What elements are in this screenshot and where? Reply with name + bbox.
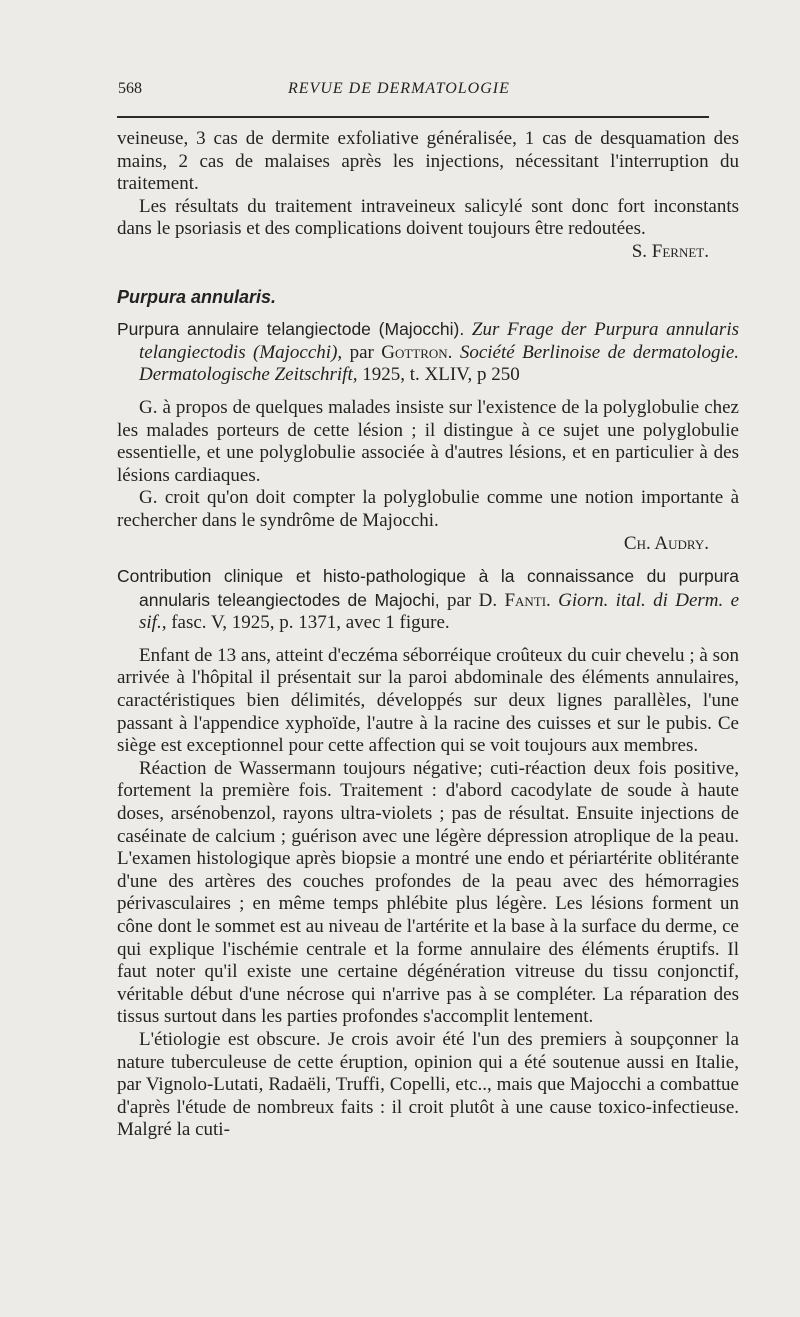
article2-ref-tail: fasc. V, 1925, p. 1371, avec 1 figure. [171,612,450,634]
article1-ref-tail: 1925, t. XLIV, p 250 [362,364,520,386]
article1-title: Purpura annulaire telangiectode (Majocchi). [117,319,465,340]
article1-ref-author: Gottron. [381,341,453,363]
spacer [117,555,739,565]
prev-paragraph-2: Les résultats du traitement intraveineux salicylé sont donc fort inconstants dans le psoriasis et des complications doivent toujours être redoutées. [117,195,739,240]
article2-ref-italic: Giorn. ital. di Derm. e sif., [139,589,740,634]
article1-paragraph-1: G. à propos de quelques malades insiste sur l'existence de la polyglobulie chez les malades porteurs de cette lésion ; il distingue à ce sujet une polyglobulie essentielle, et une polyglobulie associée à d'autres lésions, et en particulier à des lésions cardiaques. [117,396,739,486]
article2-ref-author: Fanti. [504,589,551,611]
spacer [117,387,739,397]
page-number: 568 [118,80,142,97]
article1-ref-italic-2: Société Berlinoise de dermatologie. Dermatologische Zeitschrift, [139,341,740,386]
running-title: REVUE DE DERMATOLOGIE [288,80,510,97]
article2-title: Contribution clinique et histo-pathologique à la connaissance du purpura annularis teleangiectodes de Majochi, [117,566,739,610]
article1-paragraph-2: G. croit qu'on doit compter la polyglobulie comme une notion importante à rechercher dans le syndrôme de Majocchi. [117,487,739,531]
page-header [118,80,708,108]
article1-reference [117,318,739,387]
article2-paragraph-2: Réaction de Wassermann toujours négative; cuti-réaction deux fois positive, fortement la première fois. Traitement : d'abord cacodylate de soude à haute doses, arsénobenzol, rayons ultra-violets ; pas de résultat. Ensuite injections de caséinate de calcium ; guérison avec une légère dépression atroplique de la peau. L'examen histologique après biopsie a montré une endo et périartérite oblitérante d'une des artères des couches profondes de la peau avec des hémorragies périvasculaires ; en même temps phlébite plus légère. Les lésions forment un cône dont le sommet est au niveau de l'artérite et la base à la surface du derme, ce qui explique l'ischémie centrale et la forme annulaire des éléments éruptifs. Il faut noter qu'il existe une certaine dégénération vitreuse du tissu conjonctif, véritable début d'une nécrose qui n'arrive pas à se compléter. La réparation des tissus surtout dans les parties profondes s'accomplit lentement. [117,757,739,1028]
spacer [117,635,739,645]
prev-paragraph-1: veineuse, 3 cas de dermite exfoliative généralisée, 1 cas de desquamation des mains, 2 cas de malaises après les injections, nécessitant l'interruption du traitement. [117,128,739,195]
article2-reference [117,565,739,635]
section-title: Purpura annularis. [117,286,277,307]
article1-ref-by: par [349,341,374,363]
article2-ref-by: par D. [446,589,498,611]
article2-paragraph-3: L'étiologie est obscure. Je crois avoir été l'un des premiers à soupçonner la nature tuberculeuse de cette éruption, opinion qui a été soutenue aussi en Italie, par Vignolo-Lutati, Radaëli, Truffi, Copelli, etc.., mais que Majocchi a combattue d'après l'étude de nombreux faits : il croit plutôt à une cause toxico-infectieuse. Malgré la cuti- [117,1028,739,1141]
article1-signature: Ch. Audry. [623,532,709,554]
prev-signature: S. Fernet. [631,240,709,262]
article2-paragraph-1: Enfant de 13 ans, atteint d'eczéma séborréique croûteux du cuir chevelu ; à son arrivée à l'hôpital il présentait sur la paroi abdominale des éléments annulaires, caractéristiques bien délimités, développés sur deux lignes parallèles, l'une passant à l'appendice xyphoïde, l'autre à la racine des cuisses et sur le pubis. Ce siège est exceptionnel pour cette affection qui se voit toujours aux membres. [117,644,739,757]
header-rule [117,116,709,118]
page-body [117,128,739,1142]
article1-ref-italic-1: Zur Frage der Purpura annularis telangiectodis (Majocchi), [139,319,739,363]
